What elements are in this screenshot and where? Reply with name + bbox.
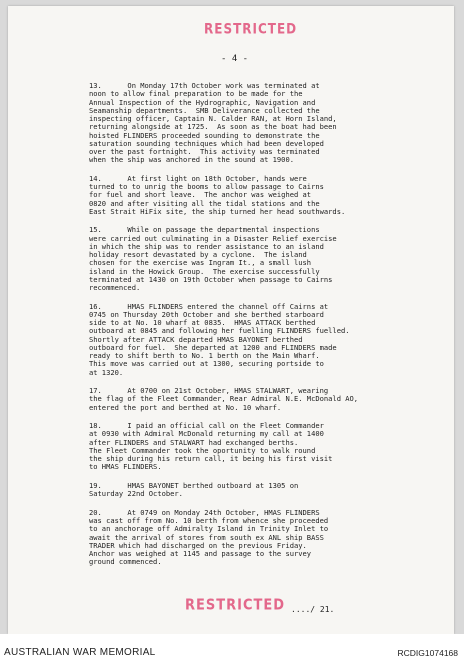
text-line: to an anchorage off Admiralty Island in Trinity Inlet to xyxy=(89,524,329,534)
restricted-stamp-top: RESTRICTED xyxy=(204,20,298,38)
text-line: outboard for fuel. She departed at 1200 and FLINDERS made xyxy=(89,342,337,352)
text-line: 0820 and after visiting all the tidal stations and the xyxy=(89,198,320,208)
text-line: 19. HMAS BAYONET berthed outboard at 1305 on xyxy=(89,481,299,491)
text-line: to HMAS FLINDERS. xyxy=(89,462,162,472)
text-line: hoisted FLINDERS proceeded sounding to demonstrate the xyxy=(89,130,320,140)
text-line: terminated at 1430 on 19th October when passage to Cairns xyxy=(89,274,333,284)
archive-footer xyxy=(0,634,464,666)
text-line: ready to shift berth to No. 1 berth on the Main Wharf. xyxy=(89,351,320,361)
text-line: entered the port and berthed at No. 10 wharf. xyxy=(89,402,282,412)
text-line: chosen for the exercise was Ingram It., a small lush xyxy=(89,258,312,268)
text-line: side to at No. 10 wharf at 0835. HMAS ATTACK berthed xyxy=(89,318,316,328)
text-line: outboard at 0845 and following her fuelling FLINDERS fuelled. xyxy=(89,326,350,336)
text-line: turned to to unrig the booms to allow passage to Cairns xyxy=(89,182,324,192)
text-line: were carried out culminating in a Disaster Relief exercise xyxy=(89,233,337,243)
paragraph-15 xyxy=(89,226,439,292)
text-line: Saturday 22nd October. xyxy=(89,489,183,499)
text-line: Annual Inspection of the Hydrographic, Navigation and xyxy=(89,97,316,107)
text-line: at 0930 with Admiral McDonald returning my call at 1400 xyxy=(89,429,324,439)
restricted-stamp-bottom: RESTRICTED xyxy=(185,596,286,615)
paragraph-18 xyxy=(89,422,439,472)
text-line: returning alongside at 1725. As soon as the boat had been xyxy=(89,122,337,132)
text-line: holiday resort devastated by a cyclone. The island xyxy=(89,250,307,260)
text-line: Anchor was weighed at 1145 and passage to the survey xyxy=(89,549,312,559)
report-body xyxy=(89,82,439,577)
text-line: when the ship was anchored in the sound at 1900. xyxy=(89,155,294,165)
text-line: recommenced. xyxy=(89,283,141,293)
text-line: 18. I paid an official call on the Fleet Commander xyxy=(89,421,324,431)
text-line: 13. On Monday 17th October work was terminated at xyxy=(89,81,320,90)
page-number: - 4 - xyxy=(221,54,249,64)
paragraph-17 xyxy=(89,387,439,412)
text-line: after FLINDERS and STALWART had exchanged berths. xyxy=(89,437,299,447)
paragraph-14 xyxy=(89,175,439,216)
text-line: East Strait HiFix site, the ship turned her head southwards. xyxy=(89,206,346,216)
text-line: Shortly after ATTACK departed HMAS BAYONET berthed xyxy=(89,334,303,344)
text-line: the flag of the Fleet Commander, Rear Admiral N.E. McDonald AO, xyxy=(89,394,359,404)
text-line: 0745 on Thursday 20th October and she berthed starboard xyxy=(89,309,324,319)
text-line: in which the ship was to render assistance to an island xyxy=(89,241,324,251)
text-line: The Fleet Commander took the oportunity to walk round xyxy=(89,445,316,455)
text-line: 17. At 0700 on 21st October, HMAS STALWART, wearing xyxy=(89,386,329,396)
text-line: over the past fortnight. This activity was terminated xyxy=(89,147,320,156)
text-line: 16. HMAS FLINDERS entered the channel off Cairns at xyxy=(89,301,329,311)
text-line: at 1320. xyxy=(89,367,124,377)
text-line: 14. At first light on 18th October, hands were xyxy=(89,173,307,183)
text-line: await the arrival of stores from south ex ANL ship BASS xyxy=(89,532,324,542)
text-line: for fuel and short leave. The anchor was weighed at xyxy=(89,190,312,200)
document-page xyxy=(8,6,454,634)
paragraph-20 xyxy=(89,509,439,567)
text-line: ground commenced. xyxy=(89,557,162,567)
paragraph-19 xyxy=(89,482,439,499)
paragraph-13 xyxy=(89,82,439,165)
text-line: Seamanship departments. SMB Deliverance collected the xyxy=(89,105,320,115)
text-line: noon to allow final preparation to be made for the xyxy=(89,89,303,99)
text-line: TRADER which had discharged on the previous Friday. xyxy=(89,540,307,550)
paragraph-16 xyxy=(89,303,439,377)
text-line: This move was carried out at 1300, securing portside to xyxy=(89,359,324,369)
text-line: island in the Howick Group. The exercise successfully xyxy=(89,266,320,276)
institution-name: AUSTRALIAN WAR MEMORIAL xyxy=(4,647,156,658)
text-line: 20. At 0749 on Monday 24th October, HMAS FLINDERS xyxy=(89,507,320,517)
text-line: was cast off from No. 10 berth from whence she proceeded xyxy=(89,516,329,526)
text-line: saturation sounding techniques which had been developed xyxy=(89,138,324,148)
record-reference: RCDIG1074168 xyxy=(397,648,458,658)
text-line: inspecting officer, Captain N. Calder RAN, at Horn Island, xyxy=(89,114,337,123)
text-line: the ship during his return call, it being his first visit xyxy=(89,454,333,464)
text-line: 15. While on passage the departmental inspections xyxy=(89,225,320,235)
continuation-marker: ..../ 21. xyxy=(291,605,335,614)
